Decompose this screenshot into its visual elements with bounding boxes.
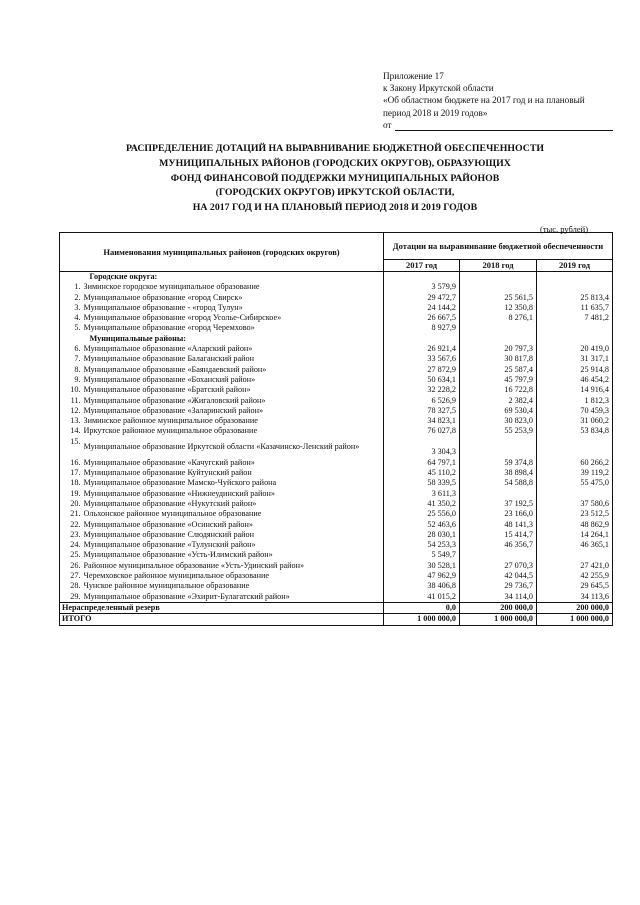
value-2018: 15 414,7 [460,530,537,540]
total-2019: 1 000 000,0 [537,614,613,626]
table-row [60,581,613,591]
total-label: ИТОГО [60,614,384,626]
value-2019: 20 419,0 [537,344,613,354]
row-number: 20. [60,499,84,509]
row-name: Муниципальное образование «Жигаловский район» [83,395,266,405]
value-2018: 46 356,7 [460,540,537,550]
row-name: Чунское районное муниципальное образование [83,581,250,591]
value-2018: 25 587,4 [460,365,537,375]
table-row [60,303,613,313]
appendix-line: период 2018 и 2019 годов» [383,107,488,118]
value-2017: 5 549,7 [384,550,460,560]
value-2017: 58 339,5 [384,478,460,488]
value-2018: 59 374,8 [460,458,537,468]
value-2018: 16 722,8 [460,385,537,395]
title-line: (ГОРОДСКИХ ОКРУГОВ) ИРКУТСКОЙ ОБЛАСТИ, [215,187,455,199]
value-2018 [460,323,537,333]
value-2018: 55 253,9 [460,426,537,436]
row-number: 23. [60,530,84,540]
appendix-line: «Об областном бюджете на 2017 год и на плановый [383,95,585,106]
table-row [60,571,613,581]
row-number: 13. [60,416,84,426]
row-name: Муниципальное образование «город Черемхово» [83,323,255,333]
page-title [60,142,610,216]
reserve-2019: 200 000,0 [537,602,613,614]
row-number: 29. [60,592,84,603]
value-2019: 31 060,2 [537,416,613,426]
value-2019: 46 454,2 [537,375,613,385]
reserve-label: Нераспределенный резерв [60,602,384,614]
value-2017: 26 921,4 [384,344,460,354]
value-2017: 47 962,9 [384,571,460,581]
row-number: 26. [60,561,84,571]
value-2019: 60 266,2 [537,458,613,468]
row-name: Муниципальное образование «Баяндаевский район» [83,364,267,374]
value-2018 [460,550,537,560]
table-row [60,396,613,406]
value-2019: 29 645,5 [537,581,613,591]
row-number: 14. [60,426,84,436]
row-number: 8. [60,365,84,375]
column-header-name: Наименования муниципальных районов (городских округов) [60,233,384,272]
row-name: Муниципальное образование «Тулунский район» [83,540,256,550]
value-2017: 78 327,5 [384,406,460,416]
unit-label: (тыс. рублей) [540,224,589,234]
value-2018: 45 797,9 [460,375,537,385]
table-row [60,468,613,478]
table-row [60,344,613,354]
value-2017: 38 406,8 [384,581,460,591]
value-2019: 27 421,0 [537,561,613,571]
value-2017: 50 634,1 [384,375,460,385]
row-number: 28. [60,581,84,591]
value-2018: 37 192,5 [460,499,537,509]
row-number: 18. [60,478,84,488]
value-2017: 28 030,1 [384,530,460,540]
row-number: 17. [60,468,84,478]
value-2018: 38 898,4 [460,468,537,478]
table-row [60,365,613,375]
value-2018: 54 588,8 [460,478,537,488]
value-2019: 55 475,0 [537,478,613,488]
table-row [60,458,613,468]
row-name: Муниципальное образование «Нукутский район» [83,498,257,508]
row-number: 15. [60,437,84,458]
value-2017: 3 611,3 [384,489,460,499]
value-2019: 25 914,8 [537,365,613,375]
row-number: 11. [60,396,84,406]
value-2017: 32 228,2 [384,385,460,395]
row-name: Муниципальное образование «Боханский район» [83,374,256,384]
row-number: 1. [60,282,84,292]
value-2019: 42 255,9 [537,571,613,581]
value-2019 [537,489,613,499]
title-line: МУНИЦИПАЛЬНЫХ РАЙОНОВ (ГОРОДСКИХ ОКРУГОВ), ОБРАЗУЮЩИХ [159,157,511,169]
value-2017: 8 927,9 [384,323,460,333]
total-2018: 1 000 000,0 [460,614,537,626]
row-name: Ольхонское районное муниципальное образование [83,509,262,519]
row-name: Муниципальное образование «Братский район» [83,385,251,395]
value-2019: 31 317,1 [537,354,613,364]
row-number: 9. [60,375,84,385]
column-header-2017: 2017 год [384,260,460,272]
value-2017: 34 823,1 [384,416,460,426]
value-2018: 23 166,0 [460,509,537,519]
row-name: Муниципальное образование «Усть-Илимский район» [83,550,273,560]
row-number: 7. [60,354,84,364]
value-2019: 1 812,3 [537,396,613,406]
table-row [60,313,613,323]
table-row [60,375,613,385]
value-2019: 39 119,2 [537,468,613,478]
table-row [60,426,613,436]
row-name: Муниципальное образование «Осинский район» [83,519,253,529]
value-2018: 34 114,0 [460,592,537,603]
value-2017: 29 472,7 [384,293,460,303]
value-2018: 12 350,8 [460,303,537,313]
table-row [60,540,613,550]
row-name: Муниципальное образование «Нижнеудинский район» [83,488,275,498]
row-name: Муниципальное образование Куйтунский район [83,468,252,478]
value-2019: 37 580,6 [537,499,613,509]
appendix-date-line: от [383,119,623,131]
row-number: 27. [60,571,84,581]
value-2017: 27 872,9 [384,365,460,375]
value-2017: 24 144,2 [384,303,460,313]
group-label: Городские округа: [89,272,158,281]
value-2017: 76 027,8 [384,426,460,436]
value-2017: 6 526,9 [384,396,460,406]
value-2019: 46 365,1 [537,540,613,550]
reserve-2018: 200 000,0 [460,602,537,614]
value-2019 [537,323,613,333]
table-row [60,592,613,603]
row-number: 21. [60,509,84,519]
value-2019: 34 113,6 [537,592,613,603]
reserve-2017: 0,0 [384,602,460,614]
table-row [60,406,613,416]
value-2017: 33 567,6 [384,354,460,364]
value-2017: 41 015,2 [384,592,460,603]
title-line: РАСПРЕДЕЛЕНИЕ ДОТАЦИЙ НА ВЫРАВНИВАНИЕ БЮДЖЕТНОЙ ОБЕСПЕЧЕННОСТИ [126,143,544,154]
value-2019: 48 862,9 [537,520,613,530]
row-name: Иркутское районное муниципальное образование [83,426,258,436]
value-2017: 52 463,6 [384,520,460,530]
value-2018: 20 797,3 [460,344,537,354]
value-2018: 30 823,0 [460,416,537,426]
value-2017: 54 253,3 [384,540,460,550]
row-name: Муниципальное образование «Эхирит-Булагатский район» [83,591,290,601]
column-header-2019: 2019 год [537,260,613,272]
table-row [60,416,613,426]
value-2019: 11 635,7 [537,303,613,313]
value-2019 [537,437,613,458]
table-row [60,520,613,530]
table-row [60,282,613,292]
row-name: Зиминское районное муниципальное образование [83,416,258,426]
total-2017: 1 000 000,0 [384,614,460,626]
value-2019: 53 834,8 [537,426,613,436]
value-2019: 25 813,4 [537,293,613,303]
value-2019 [537,550,613,560]
value-2018: 27 070,3 [460,561,537,571]
row-name: Районное муниципальное образование «Усть-Удинский район» [83,560,305,570]
value-2018: 42 044,5 [460,571,537,581]
value-2018 [460,437,537,458]
row-number: 5. [60,323,84,333]
value-2017: 64 797,1 [384,458,460,468]
row-name: Муниципальное образование Мамско-Чуйского района [83,478,277,488]
row-name: Муниципальное образование «город Свирск» [83,292,243,302]
row-name: Муниципальное образование Иркутской области «Казачинско-Ленский район» [83,442,360,452]
appendix-line: Приложение 17 [383,71,444,81]
row-number: 19. [60,489,84,499]
value-2019: 14 916,4 [537,385,613,395]
table-row [60,437,613,458]
row-name: Муниципальное образование «Качугский район» [83,457,255,467]
row-number: 6. [60,344,84,354]
row-number: 10. [60,385,84,395]
row-name: Черемховское районное муниципальное образование [83,571,269,581]
table-row [60,489,613,499]
table-row [60,499,613,509]
table-row [60,478,613,488]
value-2017: 30 528,1 [384,561,460,571]
appendix-block [383,70,623,131]
row-number: 25. [60,550,84,560]
table-row [60,550,613,560]
value-2019: 70 459,3 [537,406,613,416]
value-2017: 26 667,5 [384,313,460,323]
table-row [60,323,613,333]
row-number: 16. [60,458,84,468]
value-2017: 41 350,2 [384,499,460,509]
value-2019: 14 264,1 [537,530,613,540]
value-2018: 2 382,4 [460,396,537,406]
title-line: НА 2017 ГОД И НА ПЛАНОВЫЙ ПЕРИОД 2018 И 2019 ГОДОВ [192,202,478,214]
value-2019: 7 481,2 [537,313,613,323]
value-2018: 69 530,4 [460,406,537,416]
date-blank [395,122,613,131]
value-2017: 45 110,2 [384,468,460,478]
table-row [60,354,613,364]
table-row [60,293,613,303]
column-header-group: Дотации на выравнивание бюджетной обеспеченности [384,233,613,260]
row-number: 12. [60,406,84,416]
row-name: Муниципальное образование - «город Тулун» [83,302,243,312]
value-2018: 8 276,1 [460,313,537,323]
table-row [60,530,613,540]
value-2017: 25 556,0 [384,509,460,519]
value-2018: 25 561,5 [460,293,537,303]
value-2018 [460,282,537,292]
value-2017: 3 304,3 [384,437,460,458]
value-2019: 23 512,5 [537,509,613,519]
row-number: 2. [60,293,84,303]
row-name: Муниципальное образование «Аларский район» [83,344,253,354]
row-number: 3. [60,303,84,313]
value-2018: 29 736,7 [460,581,537,591]
table-row [60,561,613,571]
row-name: Муниципальное образование «город Усолье-Сибирское» [83,313,282,323]
row-name: Зиминское городское муниципальное образование [83,282,260,292]
row-number: 4. [60,313,84,323]
appendix-line: к Закону Иркутской области [383,83,494,94]
group-label: Муниципальные районы: [89,333,186,343]
value-2017: 3 579,9 [384,282,460,292]
row-name: Муниципальное образование Балаганский район [83,354,254,364]
value-2018: 30 817,8 [460,354,537,364]
row-name: Муниципальное образование Слюдянский район [83,529,255,539]
subsidy-table [59,232,613,626]
value-2018: 48 141,3 [460,520,537,530]
row-number: 24. [60,540,84,550]
row-number: 22. [60,520,84,530]
table-row [60,509,613,519]
title-line: ФОНД ФИНАНСОВОЙ ПОДДЕРЖКИ МУНИЦИПАЛЬНЫХ РАЙОНОВ [170,172,500,184]
row-name: Муниципальное образование «Заларинский район» [83,405,264,415]
table-row [60,385,613,395]
value-2018 [460,489,537,499]
value-2019 [537,282,613,292]
column-header-2018: 2018 год [460,260,537,272]
